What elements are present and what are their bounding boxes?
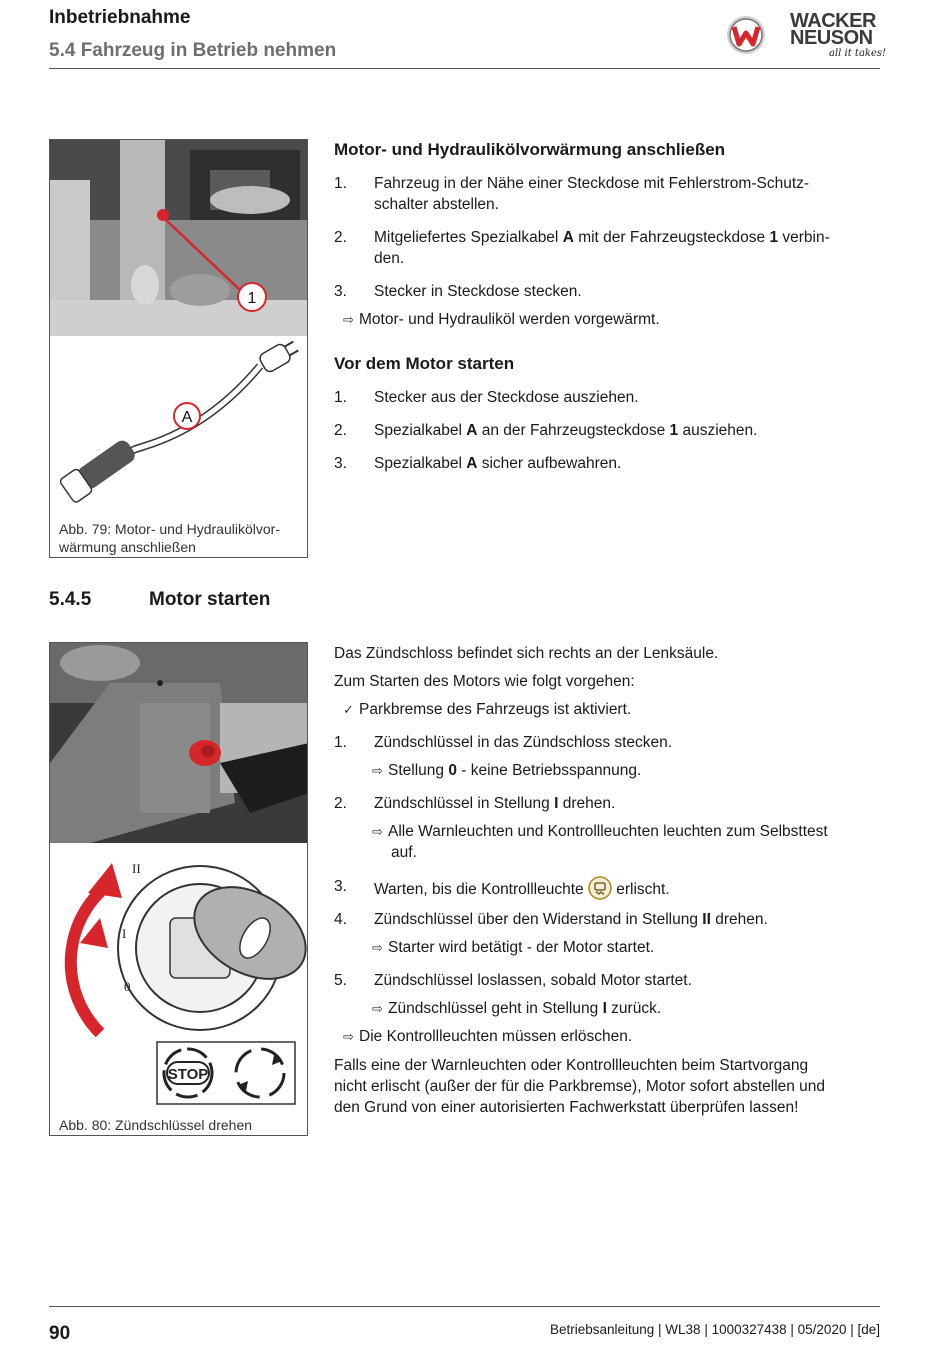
- step-ref: A: [466, 455, 478, 472]
- figure-80-caption: Abb. 80: Zündschlüssel drehen: [59, 1117, 253, 1133]
- step-number: 3.: [334, 455, 347, 472]
- step-number: 3.: [334, 283, 347, 300]
- warning-text: den Grund von einer autorisierten Fachwerkstatt überprüfen lassen!: [334, 1099, 799, 1116]
- start-step-1-result: [372, 760, 641, 781]
- result-text: Alle Warnleuchten und Kontrollleuchten leuchten zum Selbsttest: [388, 823, 828, 840]
- result-text: Stellung: [388, 762, 449, 779]
- start-step-4: [374, 909, 768, 930]
- step-text: Spezialkabel: [374, 455, 467, 472]
- result-ref: I: [602, 1000, 607, 1017]
- result-arrow-icon: ⇨: [372, 824, 383, 839]
- document-info: Betriebsanleitung | WL38 | 1000327438 | 05/2020 | [de]: [549, 1322, 880, 1337]
- page-number: 90: [49, 1323, 71, 1344]
- step-ref: 1: [769, 229, 779, 246]
- step-text: Warten, bis die Kontrollleuchte: [374, 881, 588, 898]
- figure-79: [49, 139, 308, 558]
- section-title: Motor starten: [149, 589, 271, 610]
- preheat-step-3: Stecker in Steckdose stecken.: [374, 283, 582, 300]
- step-number: 1.: [334, 175, 347, 192]
- result-arrow-icon: ⇨: [372, 1001, 383, 1016]
- result-text: Starter wird betätigt - der Motor startet.: [388, 939, 655, 956]
- preheat-result: [343, 309, 660, 330]
- section-header: 5.4 Fahrzeug in Betrieb nehmen: [49, 40, 337, 61]
- callout-A: A: [181, 409, 193, 426]
- key-position-I: I: [122, 926, 127, 941]
- step-number: 3.: [334, 878, 347, 895]
- preheat-step-1: [374, 173, 874, 215]
- step-number: 1.: [334, 389, 347, 406]
- chapter-title: Inbetriebnahme: [49, 7, 191, 28]
- start-step-2: [374, 793, 615, 814]
- start-intro-1: Das Zündschloss befindet sich rechts an der Lenksäule.: [334, 645, 719, 662]
- step-number: 1.: [334, 734, 347, 751]
- engine-compartment-photo: [50, 140, 308, 336]
- key-position-0: 0: [124, 979, 131, 994]
- result-text: - keine Betriebsspannung.: [456, 762, 642, 779]
- before-step-2: [374, 420, 757, 441]
- step-number: 4.: [334, 911, 347, 928]
- result-arrow-icon: ⇨: [343, 1029, 354, 1044]
- start-step-3: [374, 876, 670, 900]
- step-text: Mitgeliefertes Spezialkabel: [374, 229, 563, 246]
- step-text: Zündschlüssel über den Widerstand in Stellung: [374, 911, 703, 928]
- step-ref: I: [554, 795, 559, 812]
- before-step-1: Stecker aus der Steckdose ausziehen.: [374, 389, 639, 406]
- step-text: Fahrzeug in der Nähe einer Steckdose mit Fehlerstrom-Schutz-: [374, 175, 810, 192]
- step-number: 2.: [334, 422, 347, 439]
- start-step-5: Zündschlüssel loslassen, sobald Motor startet.: [374, 972, 692, 989]
- checkmark-icon: ✓: [343, 702, 354, 717]
- result-arrow-icon: ⇨: [372, 940, 383, 955]
- result-arrow-icon: ⇨: [372, 763, 383, 778]
- logo-line1: WACKER: [790, 10, 876, 32]
- logo-line2: NEUSON: [790, 27, 873, 49]
- start-step-1: Zündschlüssel in das Zündschloss stecken.: [374, 734, 673, 751]
- precondition-text: Parkbremse des Fahrzeugs ist aktiviert.: [359, 701, 632, 718]
- step-ref: A: [562, 229, 574, 246]
- warning-text: Falls eine der Warnleuchten oder Kontrollleuchten beim Startvorgang: [334, 1057, 809, 1074]
- key-position-II: II: [132, 861, 141, 876]
- step-text: an der Fahrzeugsteckdose: [477, 422, 670, 439]
- step-number: 2.: [334, 795, 347, 812]
- result-text: zurück.: [606, 1000, 662, 1017]
- before-start-heading: Vor dem Motor starten: [334, 354, 515, 373]
- step-text: sicher aufbewahren.: [477, 455, 622, 472]
- section-number: 5.4.5: [49, 589, 92, 610]
- start-final-result: [343, 1026, 632, 1047]
- logo-tagline: all it takes!: [829, 48, 887, 59]
- step-text: schalter abstellen.: [374, 196, 499, 213]
- callout-1: 1: [247, 290, 257, 307]
- caption-line: Abb. 79: Motor- und Hydraulikölvor-: [59, 521, 280, 537]
- before-step-3: [374, 453, 621, 474]
- step-text: drehen.: [558, 795, 616, 812]
- logo-wordmark: [790, 10, 876, 49]
- step-number: 5.: [334, 972, 347, 989]
- caption-line: wärmung anschließen: [59, 539, 196, 555]
- start-step-5-result: [372, 998, 661, 1019]
- step-text: ausziehen.: [678, 422, 758, 439]
- footer-divider: [49, 1306, 880, 1307]
- step-text: den.: [374, 250, 405, 267]
- step-ref: II: [702, 911, 711, 928]
- step-ref: A: [466, 422, 478, 439]
- special-cable-drawing: [50, 336, 308, 506]
- result-text: Zündschlüssel geht in Stellung: [388, 1000, 603, 1017]
- step-text: mit der Fahrzeugsteckdose: [573, 229, 770, 246]
- stop-start-symbols: [156, 1041, 296, 1105]
- result-text: auf.: [391, 844, 417, 861]
- step-text: erlischt.: [611, 881, 670, 898]
- step-text: drehen.: [710, 911, 768, 928]
- step-text: verbin-: [778, 229, 830, 246]
- step-ref: 1: [669, 422, 679, 439]
- start-precondition: [343, 699, 631, 720]
- steering-column-photo: [50, 643, 308, 843]
- result-arrow-icon: ⇨: [343, 312, 354, 327]
- start-warning: [334, 1055, 874, 1118]
- preheat-step-2: [374, 227, 874, 269]
- result-text: Motor- und Hydrauliköl werden vorgewärmt.: [359, 311, 660, 328]
- step-text: Zündschlüssel in Stellung: [374, 795, 555, 812]
- step-number: 2.: [334, 229, 347, 246]
- header-divider: [49, 68, 880, 69]
- preheat-indicator-icon: [588, 876, 612, 900]
- start-step-4-result: [372, 937, 654, 958]
- figure-79-caption: [59, 520, 280, 556]
- step-text: Spezialkabel: [374, 422, 467, 439]
- warning-text: nicht erlischt (außer der für die Parkbremse), Motor sofort abstellen und: [334, 1078, 826, 1095]
- stop-label: STOP: [167, 1066, 209, 1083]
- start-intro-2: Zum Starten des Motors wie folgt vorgehen:: [334, 673, 635, 690]
- figure-80: [49, 642, 308, 1136]
- ignition-key-drawing: [50, 843, 308, 1043]
- start-step-2-result: [372, 821, 828, 863]
- preheat-heading: Motor- und Hydraulikölvorwärmung anschließen: [334, 140, 726, 159]
- result-ref: 0: [448, 762, 457, 779]
- result-text: Die Kontrollleuchten müssen erlöschen.: [359, 1028, 633, 1045]
